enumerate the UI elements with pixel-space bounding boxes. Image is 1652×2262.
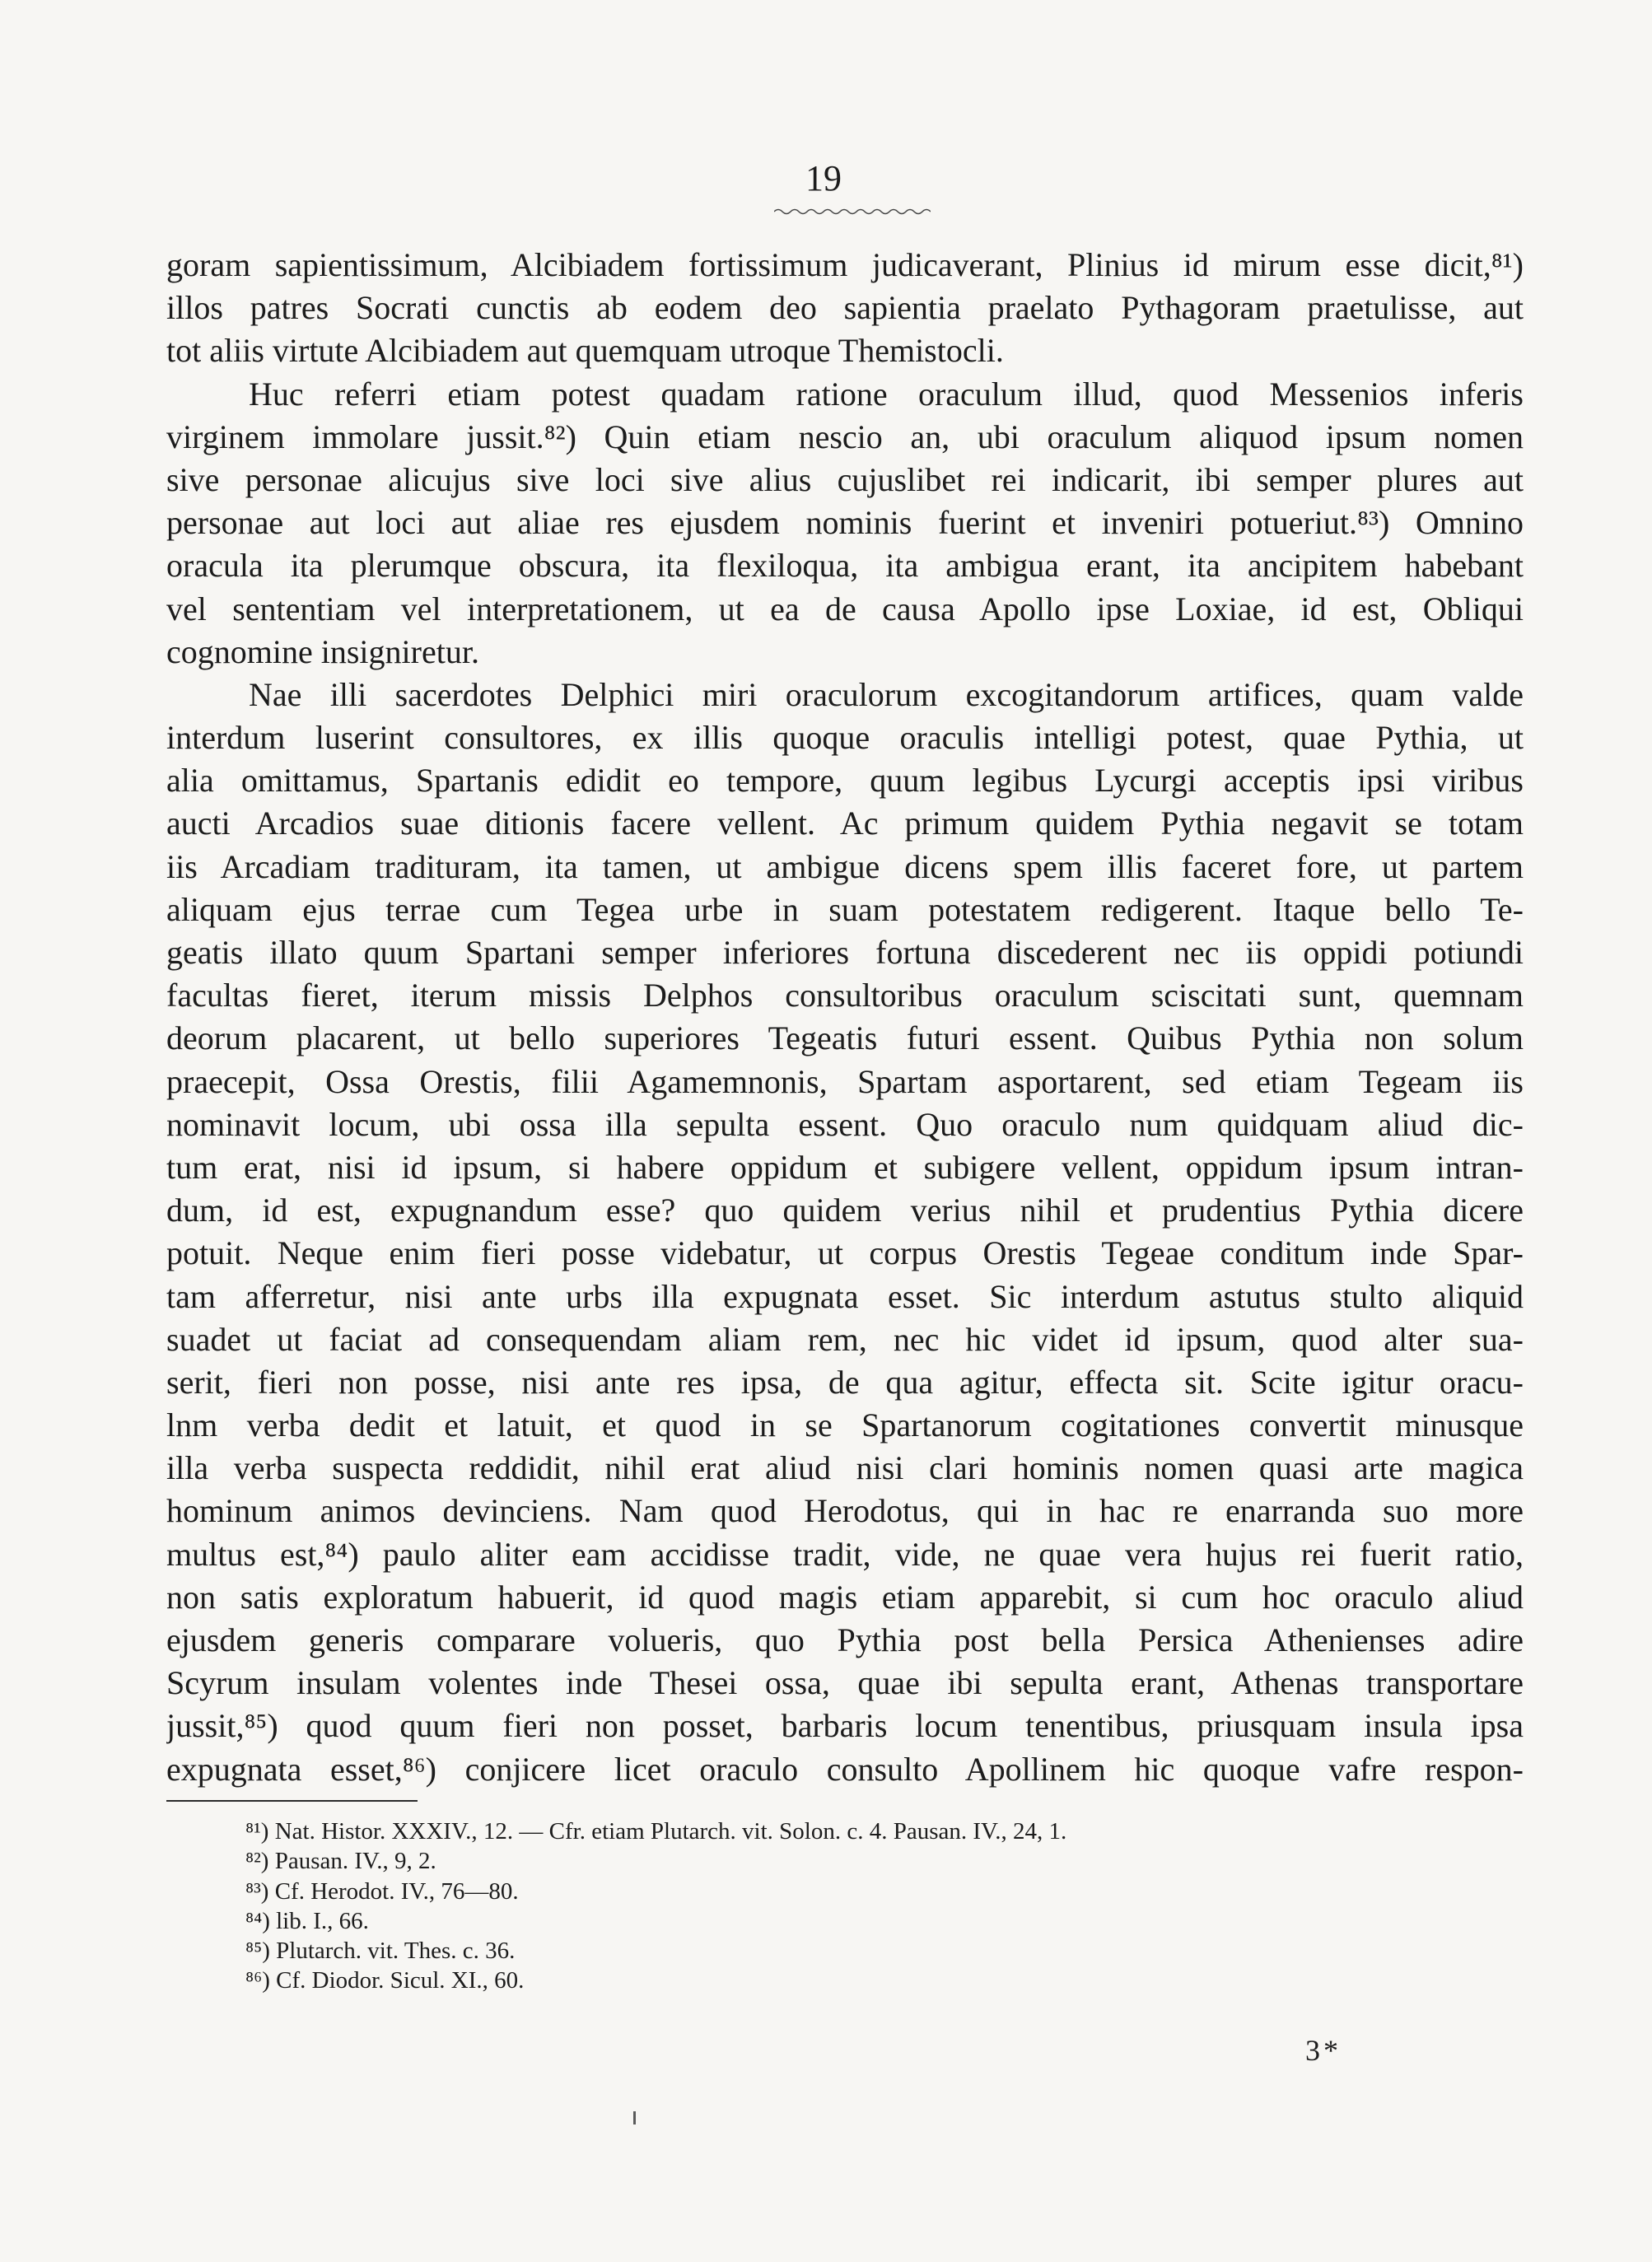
footnote: ⁸²) Pausan. IV., 9, 2. xyxy=(245,1848,436,1875)
footnote: ⁸⁵) Plutarch. vit. Thes. c. 36. xyxy=(245,1938,516,1965)
footnote: ⁸⁴) lib. I., 66. xyxy=(245,1907,369,1934)
text-line: iis Arcadiam tradituram, ita tamen, ut ambigue dicens spem illis faceret fore, ut partem xyxy=(166,847,1524,885)
main-text xyxy=(166,244,1524,1791)
text-line: cognomine insigniretur. xyxy=(166,632,479,670)
text-line: serit, fieri non posse, nisi ante res ipsa, de qua agitur, effecta sit. Scite igitur oracu- xyxy=(166,1363,1524,1401)
text-line: jussit,⁸⁵) quod quum fieri non posset, barbaris locum tenentibus, priusquam insula ipsa xyxy=(166,1707,1524,1745)
text-line: illos patres Socrati cunctis ab eodem deo sapientia praelato Pythagoram praetulisse, aut xyxy=(166,289,1524,327)
text-line: aucti Arcadios suae ditionis facere vellent. Ac primum quidem Pythia negavit se totam xyxy=(166,805,1524,842)
footnote: ⁸¹) Nat. Histor. XXXIV., 12. — Cfr. etiam Plutarch. vit. Solon. c. 4. Pausan. IV., 24, 1. xyxy=(245,1818,1067,1845)
text-line: sive personae alicujus sive loci sive alius cujuslibet rei indicarit, ibi semper plures aut xyxy=(166,460,1524,498)
text-line: virginem immolare jussit.⁸²) Quin etiam nescio an, ubi oraculum aliquod ipsum nomen xyxy=(166,417,1524,455)
text-line: Scyrum insulam volentes inde Thesei ossa, quae ibi sepulta erant, Athenas transportare xyxy=(166,1664,1524,1702)
text-line: dum, id est, expugnandum esse? quo quidem verius nihil et prudentius Pythia dicere xyxy=(166,1192,1524,1229)
text-line: goram sapientissimum, Alcibiadem fortissimum judicaverant, Plinius id mirum esse dicit,⁸¹) xyxy=(166,246,1524,283)
text-line: lnm verba dedit et latuit, et quod in se Spartanorum cogitationes convertit minusque xyxy=(166,1406,1524,1444)
print-speck xyxy=(633,2111,636,2124)
text-line: ejusdem generis comparare volueris, quo Pythia post bella Persica Athenienses adire xyxy=(166,1621,1524,1658)
text-line: suadet ut faciat ad consequendam aliam rem, nec hic videt id ipsum, quod alter sua- xyxy=(166,1320,1524,1358)
signature-mark: 3* xyxy=(1305,2034,1342,2067)
text-line: potuit. Neque enim fieri posse videbatur, ut corpus Orestis Tegeae conditum inde Spar- xyxy=(166,1234,1524,1272)
text-line: alia omittamus, Spartanis edidit eo tempore, quum legibus Lycurgi acceptis ipsi viribus xyxy=(166,762,1524,800)
footnote: ⁸⁶) Cf. Diodor. Sicul. XI., 60. xyxy=(245,1967,525,1994)
text-line: hominum animos devinciens. Nam quod Herodotus, qui in hac re enarranda suo more xyxy=(166,1492,1524,1530)
text-line: tam afferretur, nisi ante urbs illa expugnata esset. Sic interdum astutus stulto aliquid xyxy=(166,1277,1524,1315)
text-line: praecepit, Ossa Orestis, filii Agamemnonis, Spartam asportarent, sed etiam Tegeam iis xyxy=(166,1062,1524,1100)
text-line: Huc referri etiam potest quadam ratione oraculum illud, quod Messenios inferis xyxy=(249,375,1524,413)
text-line: facultas fieret, iterum missis Delphos consultoribus oraculum sciscitati sunt, quemnam xyxy=(166,977,1524,1014)
text-line: expugnata esset,⁸⁶) conjicere licet oraculo consulto Apollinem hic quoque vafre respon- xyxy=(166,1750,1524,1788)
text-line: oracula ita plerumque obscura, ita flexiloqua, ita ambigua erant, ita ancipitem habebant xyxy=(166,547,1524,585)
text-line: multus est,⁸⁴) paulo aliter eam accidisse tradit, vide, ne quae vera hujus rei fuerit ratio, xyxy=(166,1535,1524,1573)
text-line: illa verba suspecta reddidit, nihil erat aliud nisi clari hominis nomen quasi arte magica xyxy=(166,1449,1524,1487)
text-line: vel sententiam vel interpretationem, ut ea de causa Apollo ipse Loxiae, id est, Obliqui xyxy=(166,590,1524,627)
footnotes xyxy=(245,1817,1530,1996)
text-line: interdum luserint consultores, ex illis quoque oraculis intelligi potest, quae Pythia, ut xyxy=(166,719,1524,757)
text-line: geatis illato quum Spartani semper inferiores fortuna discederent nec iis oppidi potiundi xyxy=(166,934,1524,971)
text-line: aliquam ejus terrae cum Tegea urbe in suam potestatem redigerent. Itaque bello Te- xyxy=(166,890,1524,928)
footnote-divider xyxy=(166,1800,418,1802)
footnote: ⁸³) Cf. Herodot. IV., 76—80. xyxy=(245,1877,519,1905)
text-line: Nae illi sacerdotes Delphici miri oraculorum excogitandorum artifices, quam valde xyxy=(249,675,1524,713)
text-line: personae aut loci aut aliae res ejusdem nominis fuerint et inveniri potueriut.⁸³) Omnino xyxy=(166,504,1524,542)
text-line: tum erat, nisi id ipsum, si habere oppidum et subigere vellent, oppidum ipsum intran- xyxy=(166,1148,1524,1186)
header-ornament xyxy=(774,208,931,216)
text-line: tot aliis virtute Alcibiadem aut quemquam utroque Themistocli. xyxy=(166,332,1004,370)
text-line: deorum placarent, ut bello superiores Tegeatis futuri essent. Quibus Pythia non solum xyxy=(166,1019,1524,1057)
page-number: 19 xyxy=(805,158,842,198)
text-line: nominavit locum, ubi ossa illa sepulta essent. Quo oraculo num quidquam aliud dic- xyxy=(166,1105,1524,1143)
text-line: non satis exploratum habuerit, id quod magis etiam apparebit, si cum hoc oraculo aliud xyxy=(166,1578,1524,1616)
